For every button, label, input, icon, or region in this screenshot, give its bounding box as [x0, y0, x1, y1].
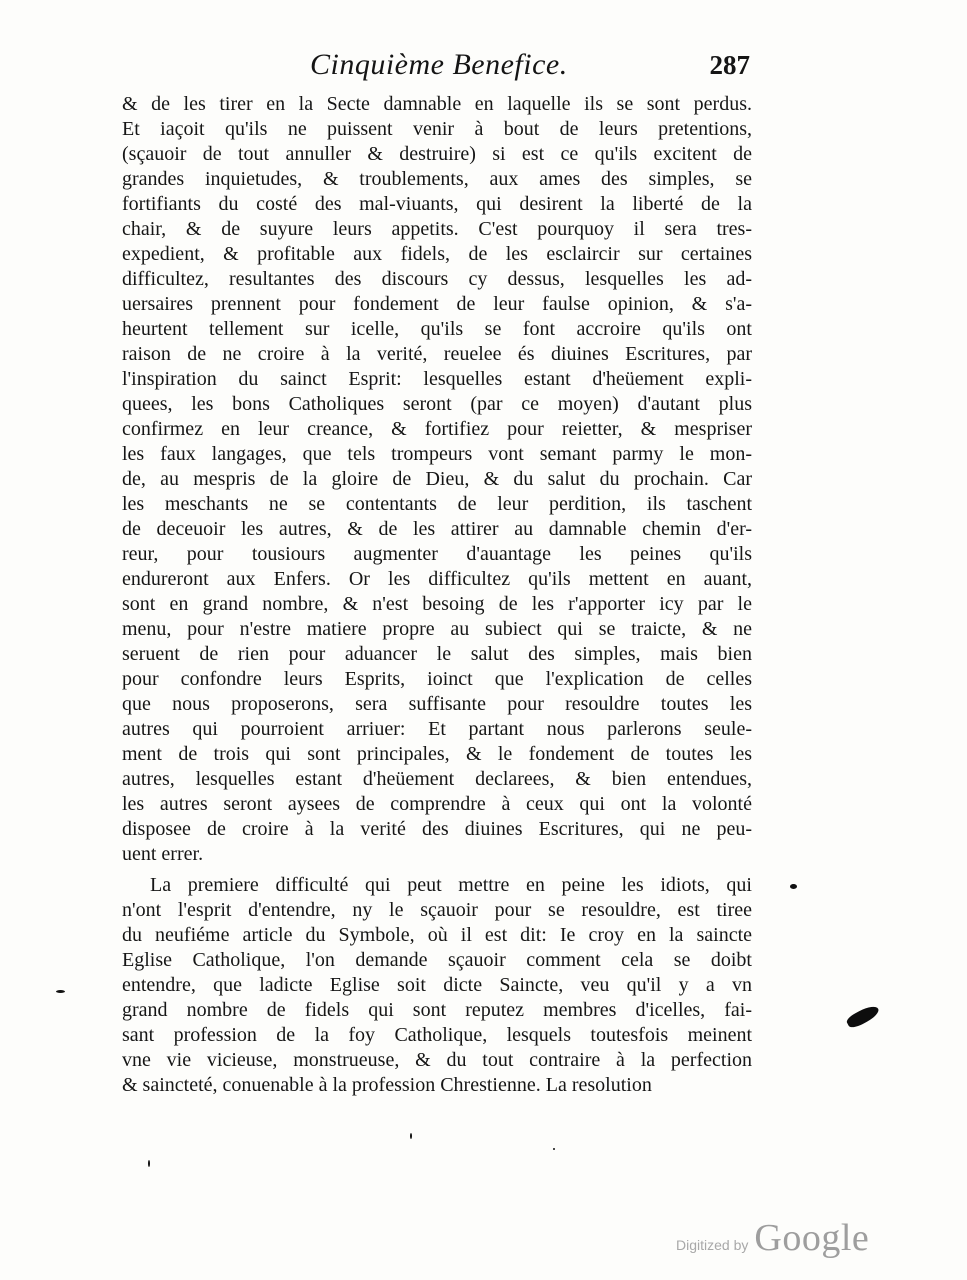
text-line: expedient, & profitable aux fidels, de les esclaircir sur certaines — [122, 243, 752, 265]
digitized-watermark — [676, 1216, 869, 1260]
text-line: les meschants ne se contentants de leur perdition, ils taschent — [122, 493, 752, 515]
text-line: menu, pour n'estre matiere propre au subiect qui se traicte, & ne — [122, 618, 752, 640]
ink-speck — [56, 990, 65, 993]
text-line: ment de trois qui sont principales, & le fondement de toutes les — [122, 743, 752, 765]
text-line: les autres seront aysees de comprendre à ceux qui ont la volonté — [122, 793, 752, 815]
text-line: vne vie vicieuse, monstrueuse, & du tout contraire à la perfection — [122, 1049, 752, 1071]
text-line: (sçauoir de tout annuller & destruire) si est ce qu'ils excitent de — [122, 143, 752, 165]
text-line: & saincteté, conuenable à la profession Chrestienne. La resolution — [122, 1074, 652, 1096]
digitized-label: Digitized by — [676, 1237, 749, 1253]
text-line: uersaires prennent pour fondement de leur faulse opinion, & s'a- — [122, 293, 752, 315]
running-head — [120, 48, 750, 88]
text-line: que nous proposerons, sera suffisante pour resouldre toutes les — [122, 693, 752, 715]
text-line: heurtent tellement sur icelle, qu'ils se font accroire qu'ils ont — [122, 318, 752, 340]
text-line: grandes inquietudes, & troublements, aux ames des simples, se — [122, 168, 752, 190]
text-line: pour confondre leurs Esprits, ioinct que l'explication de celles — [122, 668, 752, 690]
ink-speck — [410, 1133, 412, 1139]
text-line: Eglise Catholique, l'on demande sçauoir comment cela se doibt — [122, 949, 752, 971]
running-title: Cinquième Benefice. — [310, 48, 568, 81]
paragraph — [122, 92, 752, 867]
body-text — [122, 92, 752, 1098]
text-line: disposee de croire à la verité des diuines Escritures, qui ne peu- — [122, 818, 752, 840]
text-line: seruent de rien pour aduancer le salut des simples, mais bien — [122, 643, 752, 665]
text-line: l'inspiration du sainct Esprit: lesquelles estant d'heüement expli- — [122, 368, 752, 390]
ink-speck — [148, 1160, 150, 1167]
google-logo: Google — [754, 1217, 870, 1259]
ink-blot — [845, 1003, 881, 1030]
text-line: autres qui pourroient arriuer: Et partant nous parlerons seule- — [122, 718, 752, 740]
text-line: endureront aux Enfers. Or les difficultez qu'ils mettent en auant, — [122, 568, 752, 590]
text-line: du neufiéme article du Symbole, où il est dit: Ie croy en la saincte — [122, 924, 752, 946]
text-line: de, au mespris de la gloire de Dieu, & du salut du prochain. Car — [122, 468, 752, 490]
text-line: La premiere difficulté qui peut mettre en peine les idiots, qui — [150, 874, 752, 896]
text-line: autres, lesquelles estant d'heüement declarees, & bien entendues, — [122, 768, 752, 790]
text-line: quees, les bons Catholiques seront (par ce moyen) d'autant plus — [122, 393, 752, 415]
ink-speck — [790, 884, 797, 889]
text-line: Et iaçoit qu'ils ne puissent venir à bout de leurs pretentions, — [122, 118, 752, 140]
text-line: raison de ne croire à la verité, reuelee és diuines Escritures, par — [122, 343, 752, 365]
text-line: grand nombre de fidels qui sont reputez membres d'icelles, fai- — [122, 999, 752, 1021]
text-line: entendre, que ladicte Eglise soit dicte Saincte, veu qu'il y a vn — [122, 974, 752, 996]
ink-speck — [553, 1148, 555, 1150]
page-number: 287 — [709, 50, 750, 80]
text-line: sont en grand nombre, & n'est besoing de les r'apporter icy par le — [122, 593, 752, 615]
text-line: difficultez, resultantes des discours cy dessus, lesquelles les ad- — [122, 268, 752, 290]
text-line: fortifiants du costé des mal-viuants, qui desirent la liberté de la — [122, 193, 752, 215]
text-line: les faux langages, que tels trompeurs vont semant parmy le mon- — [122, 443, 752, 465]
text-line: n'ont l'esprit d'entendre, ny le sçauoir pour se resouldre, est tiree — [122, 899, 752, 921]
text-line: confirmez en leur creance, & fortifiez pour reietter, & mespriser — [122, 418, 752, 440]
text-line: uent errer. — [122, 843, 204, 865]
text-line: & de les tirer en la Secte damnable en laquelle ils se sont perdus. — [122, 93, 752, 115]
text-line: de deceuoir les autres, & de les attirer au damnable chemin d'er- — [122, 518, 752, 540]
paragraph — [122, 873, 752, 1098]
text-line: reur, pour tousiours augmenter d'auantage les peines qu'ils — [122, 543, 752, 565]
text-line: chair, & de suyure leurs appetits. C'est pourquoy il sera tres- — [122, 218, 752, 240]
text-line: sant profession de la foy Catholique, lesquels toutesfois meinent — [122, 1024, 752, 1046]
